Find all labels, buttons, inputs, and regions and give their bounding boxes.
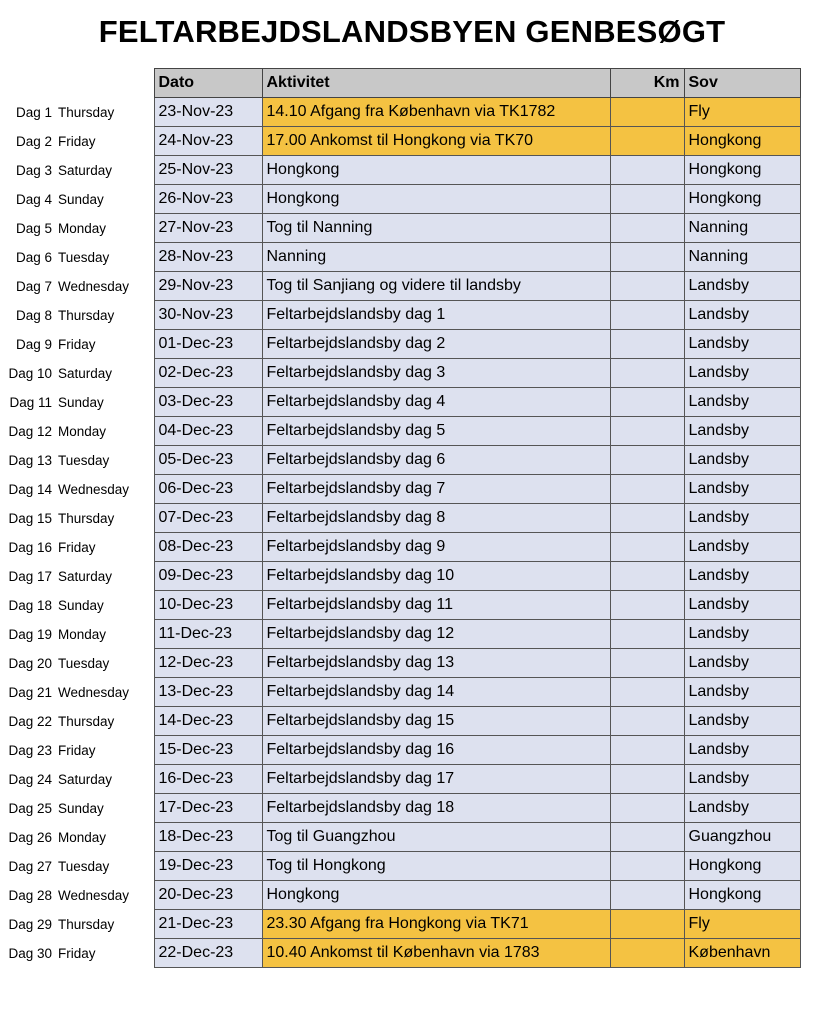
table-row <box>0 939 800 968</box>
date-cell: 05-Dec-23 <box>154 446 262 475</box>
km-cell <box>610 272 684 301</box>
activity-cell: Hongkong <box>262 156 610 185</box>
activity-cell: Feltarbejdslandsby dag 6 <box>262 446 610 475</box>
date-cell: 07-Dec-23 <box>154 504 262 533</box>
date-cell: 08-Dec-23 <box>154 533 262 562</box>
table-row <box>0 852 800 881</box>
table-row <box>0 823 800 852</box>
weekday-cell: Friday <box>58 533 154 562</box>
weekday-cell: Saturday <box>58 765 154 794</box>
activity-cell: Tog til Sanjiang og videre til landsby <box>262 272 610 301</box>
activity-cell: Feltarbejdslandsby dag 4 <box>262 388 610 417</box>
day-number-cell: Dag 24 <box>0 765 58 794</box>
date-cell: 29-Nov-23 <box>154 272 262 301</box>
date-cell: 24-Nov-23 <box>154 127 262 156</box>
day-number-cell: Dag 25 <box>0 794 58 823</box>
day-number-cell: Dag 4 <box>0 185 58 214</box>
table-row <box>0 533 800 562</box>
weekday-cell: Thursday <box>58 910 154 939</box>
date-cell: 23-Nov-23 <box>154 98 262 127</box>
sleep-location-cell: Hongkong <box>684 127 800 156</box>
weekday-cell: Saturday <box>58 156 154 185</box>
activity-cell: Tog til Nanning <box>262 214 610 243</box>
km-cell <box>610 127 684 156</box>
km-cell <box>610 794 684 823</box>
day-number-cell: Dag 21 <box>0 678 58 707</box>
header-km: Km <box>610 69 684 98</box>
date-cell: 20-Dec-23 <box>154 881 262 910</box>
day-number-cell: Dag 26 <box>0 823 58 852</box>
sleep-location-cell: Landsby <box>684 765 800 794</box>
km-cell <box>610 475 684 504</box>
day-number-cell: Dag 11 <box>0 388 58 417</box>
date-cell: 19-Dec-23 <box>154 852 262 881</box>
activity-cell: Feltarbejdslandsby dag 11 <box>262 591 610 620</box>
itinerary-table <box>0 68 801 968</box>
day-number-cell: Dag 6 <box>0 243 58 272</box>
activity-cell: 23.30 Afgang fra Hongkong via TK71 <box>262 910 610 939</box>
table-row <box>0 272 800 301</box>
sleep-location-cell: København <box>684 939 800 968</box>
km-cell <box>610 649 684 678</box>
km-cell <box>610 504 684 533</box>
km-cell <box>610 214 684 243</box>
activity-cell: Hongkong <box>262 881 610 910</box>
activity-cell: Feltarbejdslandsby dag 12 <box>262 620 610 649</box>
sleep-location-cell: Landsby <box>684 533 800 562</box>
table-row <box>0 765 800 794</box>
date-cell: 16-Dec-23 <box>154 765 262 794</box>
table-row <box>0 591 800 620</box>
weekday-cell: Sunday <box>58 185 154 214</box>
date-cell: 14-Dec-23 <box>154 707 262 736</box>
weekday-cell: Friday <box>58 127 154 156</box>
activity-cell: Feltarbejdslandsby dag 7 <box>262 475 610 504</box>
itinerary-body <box>0 98 800 968</box>
table-row <box>0 736 800 765</box>
sleep-location-cell: Landsby <box>684 736 800 765</box>
activity-cell: Feltarbejdslandsby dag 2 <box>262 330 610 359</box>
table-row <box>0 504 800 533</box>
table-row <box>0 475 800 504</box>
weekday-cell: Thursday <box>58 504 154 533</box>
date-cell: 17-Dec-23 <box>154 794 262 823</box>
day-number-cell: Dag 13 <box>0 446 58 475</box>
table-row <box>0 214 800 243</box>
day-number-cell: Dag 29 <box>0 910 58 939</box>
sleep-location-cell: Landsby <box>684 649 800 678</box>
weekday-cell: Monday <box>58 823 154 852</box>
activity-cell: Feltarbejdslandsby dag 18 <box>262 794 610 823</box>
km-cell <box>610 417 684 446</box>
day-number-cell: Dag 18 <box>0 591 58 620</box>
km-cell <box>610 823 684 852</box>
table-row <box>0 649 800 678</box>
day-number-cell: Dag 10 <box>0 359 58 388</box>
table-row <box>0 910 800 939</box>
day-number-cell: Dag 9 <box>0 330 58 359</box>
table-row <box>0 98 800 127</box>
sleep-location-cell: Landsby <box>684 417 800 446</box>
km-cell <box>610 185 684 214</box>
sleep-location-cell: Landsby <box>684 475 800 504</box>
header-dato: Dato <box>154 69 262 98</box>
sleep-location-cell: Landsby <box>684 446 800 475</box>
day-number-cell: Dag 14 <box>0 475 58 504</box>
day-number-cell: Dag 12 <box>0 417 58 446</box>
activity-cell: 10.40 Ankomst til København via 1783 <box>262 939 610 968</box>
day-number-cell: Dag 7 <box>0 272 58 301</box>
header-row <box>0 69 800 98</box>
day-number-cell: Dag 15 <box>0 504 58 533</box>
day-number-cell: Dag 28 <box>0 881 58 910</box>
table-row <box>0 243 800 272</box>
weekday-cell: Friday <box>58 939 154 968</box>
activity-cell: 14.10 Afgang fra København via TK1782 <box>262 98 610 127</box>
sleep-location-cell: Landsby <box>684 591 800 620</box>
header-blank-day <box>0 69 58 98</box>
activity-cell: Hongkong <box>262 185 610 214</box>
date-cell: 03-Dec-23 <box>154 388 262 417</box>
sleep-location-cell: Landsby <box>684 388 800 417</box>
weekday-cell: Sunday <box>58 591 154 620</box>
sleep-location-cell: Fly <box>684 98 800 127</box>
km-cell <box>610 359 684 388</box>
table-row <box>0 185 800 214</box>
date-cell: 15-Dec-23 <box>154 736 262 765</box>
activity-cell: Feltarbejdslandsby dag 1 <box>262 301 610 330</box>
weekday-cell: Saturday <box>58 562 154 591</box>
weekday-cell: Monday <box>58 620 154 649</box>
km-cell <box>610 910 684 939</box>
weekday-cell: Thursday <box>58 707 154 736</box>
km-cell <box>610 156 684 185</box>
weekday-cell: Thursday <box>58 301 154 330</box>
table-row <box>0 707 800 736</box>
day-number-cell: Dag 22 <box>0 707 58 736</box>
day-number-cell: Dag 1 <box>0 98 58 127</box>
weekday-cell: Tuesday <box>58 243 154 272</box>
header-aktivitet: Aktivitet <box>262 69 610 98</box>
activity-cell: Tog til Guangzhou <box>262 823 610 852</box>
km-cell <box>610 533 684 562</box>
header-blank-weekday <box>58 69 154 98</box>
sleep-location-cell: Landsby <box>684 330 800 359</box>
sleep-location-cell: Nanning <box>684 243 800 272</box>
km-cell <box>610 678 684 707</box>
km-cell <box>610 301 684 330</box>
weekday-cell: Saturday <box>58 359 154 388</box>
activity-cell: Feltarbejdslandsby dag 3 <box>262 359 610 388</box>
sleep-location-cell: Landsby <box>684 562 800 591</box>
weekday-cell: Wednesday <box>58 272 154 301</box>
km-cell <box>610 388 684 417</box>
weekday-cell: Tuesday <box>58 649 154 678</box>
table-row <box>0 156 800 185</box>
day-number-cell: Dag 27 <box>0 852 58 881</box>
day-number-cell: Dag 19 <box>0 620 58 649</box>
sleep-location-cell: Hongkong <box>684 185 800 214</box>
date-cell: 25-Nov-23 <box>154 156 262 185</box>
activity-cell: Feltarbejdslandsby dag 14 <box>262 678 610 707</box>
km-cell <box>610 881 684 910</box>
activity-cell: Feltarbejdslandsby dag 17 <box>262 765 610 794</box>
table-row <box>0 388 800 417</box>
page-title: FELTARBEJDSLANDSBYEN GENBESØGT <box>98 14 726 49</box>
sleep-location-cell: Fly <box>684 910 800 939</box>
date-cell: 11-Dec-23 <box>154 620 262 649</box>
sleep-location-cell: Landsby <box>684 707 800 736</box>
km-cell <box>610 707 684 736</box>
sleep-location-cell: Landsby <box>684 794 800 823</box>
km-cell <box>610 765 684 794</box>
table-row <box>0 562 800 591</box>
weekday-cell: Wednesday <box>58 881 154 910</box>
weekday-cell: Thursday <box>58 98 154 127</box>
day-number-cell: Dag 5 <box>0 214 58 243</box>
sleep-location-cell: Landsby <box>684 678 800 707</box>
activity-cell: Feltarbejdslandsby dag 9 <box>262 533 610 562</box>
date-cell: 02-Dec-23 <box>154 359 262 388</box>
day-number-cell: Dag 3 <box>0 156 58 185</box>
sleep-location-cell: Landsby <box>684 359 800 388</box>
weekday-cell: Sunday <box>58 794 154 823</box>
km-cell <box>610 591 684 620</box>
date-cell: 06-Dec-23 <box>154 475 262 504</box>
km-cell <box>610 620 684 649</box>
table-row <box>0 301 800 330</box>
activity-cell: Tog til Hongkong <box>262 852 610 881</box>
day-number-cell: Dag 16 <box>0 533 58 562</box>
date-cell: 22-Dec-23 <box>154 939 262 968</box>
weekday-cell: Tuesday <box>58 852 154 881</box>
table-row <box>0 359 800 388</box>
day-number-cell: Dag 30 <box>0 939 58 968</box>
date-cell: 18-Dec-23 <box>154 823 262 852</box>
sleep-location-cell: Landsby <box>684 620 800 649</box>
sleep-location-cell: Hongkong <box>684 852 800 881</box>
weekday-cell: Monday <box>58 417 154 446</box>
table-row <box>0 127 800 156</box>
table-row <box>0 881 800 910</box>
activity-cell: Feltarbejdslandsby dag 13 <box>262 649 610 678</box>
km-cell <box>610 852 684 881</box>
day-number-cell: Dag 2 <box>0 127 58 156</box>
table-row <box>0 678 800 707</box>
table-row <box>0 446 800 475</box>
date-cell: 13-Dec-23 <box>154 678 262 707</box>
day-number-cell: Dag 8 <box>0 301 58 330</box>
weekday-cell: Wednesday <box>58 678 154 707</box>
km-cell <box>610 98 684 127</box>
date-cell: 26-Nov-23 <box>154 185 262 214</box>
date-cell: 01-Dec-23 <box>154 330 262 359</box>
weekday-cell: Monday <box>58 214 154 243</box>
day-number-cell: Dag 17 <box>0 562 58 591</box>
activity-cell: Feltarbejdslandsby dag 16 <box>262 736 610 765</box>
table-row <box>0 794 800 823</box>
km-cell <box>610 446 684 475</box>
activity-cell: Nanning <box>262 243 610 272</box>
weekday-cell: Tuesday <box>58 446 154 475</box>
activity-cell: Feltarbejdslandsby dag 15 <box>262 707 610 736</box>
date-cell: 10-Dec-23 <box>154 591 262 620</box>
weekday-cell: Sunday <box>58 388 154 417</box>
date-cell: 09-Dec-23 <box>154 562 262 591</box>
km-cell <box>610 243 684 272</box>
sleep-location-cell: Landsby <box>684 301 800 330</box>
weekday-cell: Wednesday <box>58 475 154 504</box>
date-cell: 28-Nov-23 <box>154 243 262 272</box>
weekday-cell: Friday <box>58 330 154 359</box>
activity-cell: Feltarbejdslandsby dag 10 <box>262 562 610 591</box>
date-cell: 12-Dec-23 <box>154 649 262 678</box>
weekday-cell: Friday <box>58 736 154 765</box>
km-cell <box>610 736 684 765</box>
km-cell <box>610 939 684 968</box>
table-row <box>0 330 800 359</box>
table-row <box>0 620 800 649</box>
sleep-location-cell: Hongkong <box>684 881 800 910</box>
sleep-location-cell: Landsby <box>684 272 800 301</box>
sleep-location-cell: Landsby <box>684 504 800 533</box>
date-cell: 30-Nov-23 <box>154 301 262 330</box>
activity-cell: 17.00 Ankomst til Hongkong via TK70 <box>262 127 610 156</box>
date-cell: 21-Dec-23 <box>154 910 262 939</box>
km-cell <box>610 562 684 591</box>
header-sov: Sov <box>684 69 800 98</box>
sleep-location-cell: Nanning <box>684 214 800 243</box>
km-cell <box>610 330 684 359</box>
day-number-cell: Dag 23 <box>0 736 58 765</box>
activity-cell: Feltarbejdslandsby dag 5 <box>262 417 610 446</box>
day-number-cell: Dag 20 <box>0 649 58 678</box>
date-cell: 27-Nov-23 <box>154 214 262 243</box>
sleep-location-cell: Hongkong <box>684 156 800 185</box>
date-cell: 04-Dec-23 <box>154 417 262 446</box>
activity-cell: Feltarbejdslandsby dag 8 <box>262 504 610 533</box>
sleep-location-cell: Guangzhou <box>684 823 800 852</box>
table-row <box>0 417 800 446</box>
